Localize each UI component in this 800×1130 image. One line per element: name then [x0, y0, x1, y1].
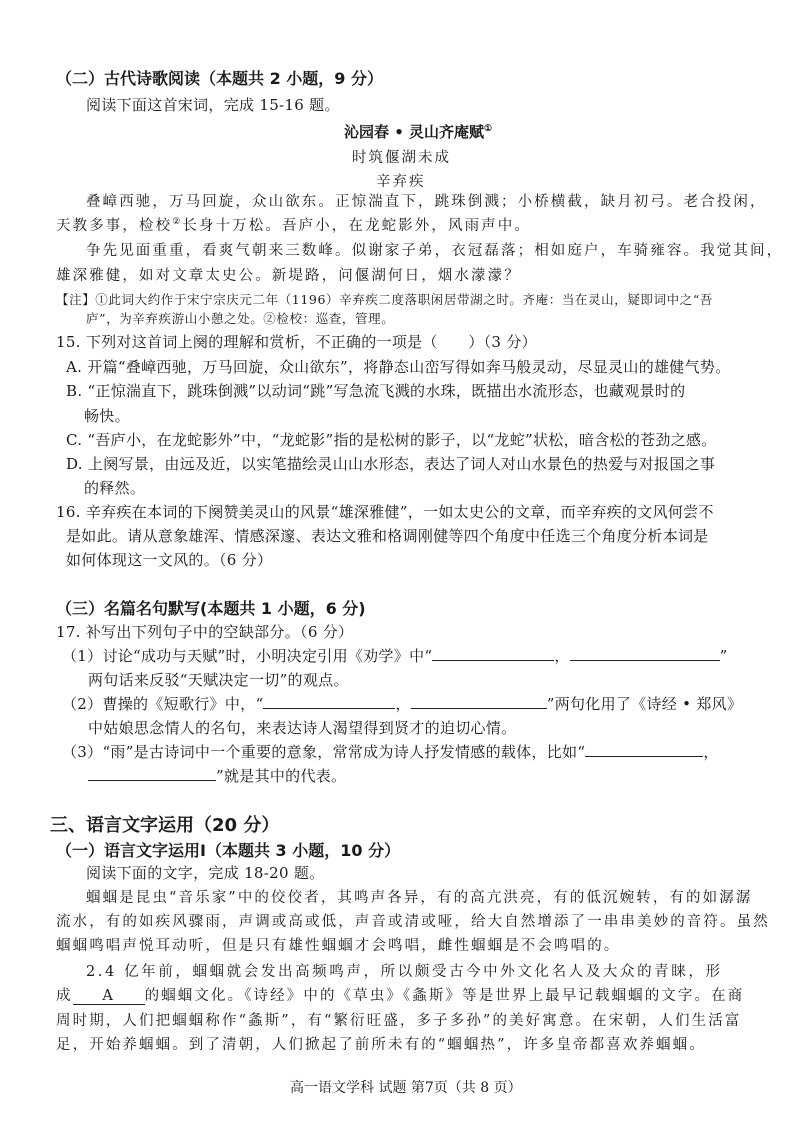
- question-17-item-2-text-end: ”两句化用了《诗经 • 郑风》: [546, 695, 743, 713]
- passage-text: 的蝈蝈文化。《诗经》中的《草虫》《螽斯》等是世界上最早记载蝈蝈的文字。在商: [144, 988, 745, 1004]
- question-16-line: 如何体现这一文风的。（6 分）: [66, 551, 273, 569]
- question-15-stem: 15. 下列对这首词上阕的理解和赏析，不正确的一项是（ ）（3 分）: [56, 333, 537, 351]
- fill-in-blank[interactable]: [88, 766, 216, 781]
- poem-note: 庐”，为辛弃疾游山小憩之处。②检校：巡查，管理。: [86, 311, 395, 326]
- passage-line: 流水，有的如疾风骤雨，声调或高或低，声音或清或哑，给大自然增添了一串串美妙的音符。虽然: [56, 914, 770, 930]
- poem-line: 叠嶂西驰，万马回旋，众山欲东。正惊湍直下，跳珠倒溅；小桥横截，缺月初弓。老合投闲，: [86, 194, 767, 210]
- passage-line: 蝈蝈是昆虫“音乐家”中的佼佼者，其鸣声各异，有的高亢洪亮，有的低沉婉转，有的如潺潺: [86, 890, 753, 906]
- poem-line-text: 长身十万松。吾庐小，在龙蛇影外，风雨声中。: [182, 218, 531, 234]
- poem-line-text: 天教多事，检校: [56, 218, 173, 234]
- question-15-option-c: C. “吾庐小，在龙蛇影外”中，“龙蛇影”指的是松树的影子，以“龙蛇”状松，暗含松的苍劲之感。: [66, 431, 717, 449]
- question-15-option-a: A. 开篇“叠嶂西驰，万马回旋，众山欲东”，将静态山峦写得如奔马般灵动，尽显灵山的雄健气势。: [66, 358, 731, 376]
- passage-line: 2.4 亿年前，蝈蝈就会发出高频鸣声，所以颇受古今中外文化名人及大众的青睐，形: [86, 964, 723, 980]
- question-17-item-3: [62, 741, 719, 762]
- subsection1-heading: （一）语言文字运用Ⅰ（本题共 3 小题，10 分）: [56, 841, 401, 860]
- question-16-line: 16. 辛弃疾在本词的下阕赞美灵山的风景“雄深雅健”，一如太史公的文章，而辛弃疾的文风何尝不: [56, 503, 714, 521]
- question-17-item-3-cont: [88, 765, 346, 786]
- poem-footnote-mark: ②: [172, 217, 183, 228]
- section2-instruction: 阅读下面这首宋词，完成 15-16 题。: [86, 96, 340, 114]
- question-17-item-2-text: （2）曹操的《短歌行》中，“: [62, 695, 264, 713]
- passage-line: 蝈蝈鸣唱声悦耳动听，但是只有雄性蝈蝈才会鸣唱，雌性蝈蝈是不会鸣唱的。: [56, 938, 621, 954]
- subsection1-instruction: 阅读下面的文字，完成 18-20 题。: [86, 864, 325, 882]
- fill-in-blank[interactable]: [411, 694, 547, 709]
- poem-subtitle: 时筑偃湖未成: [352, 150, 451, 166]
- question-17-item-1-text: （1）讨论“成功与天赋”时，小明决定引用《劝学》中“: [62, 647, 433, 665]
- poem-line: 雄深雅健，如对文章太史公。新堤路，问偃湖何日，烟水濛濛？: [56, 268, 521, 284]
- fill-in-blank[interactable]: [432, 646, 554, 661]
- passage-line: 足，开始养蝈蝈。到了清朝，人们掀起了前所未有的“蝈蝈热”，许多皇帝都喜欢养蝈蝈。: [56, 1037, 706, 1053]
- question-15-option-b-cont: 畅快。: [84, 407, 130, 425]
- section2-heading: （二）古代诗歌阅读（本题共 2 小题，9 分）: [56, 69, 383, 88]
- poem-title-text: 沁园春 • 灵山齐庵赋: [344, 123, 485, 141]
- question-17-item-2: [62, 693, 742, 714]
- poem-title-footnote-mark: ①: [484, 124, 493, 134]
- question-16-line: 是如此。请从意象雄浑、情感深邃、表达文雅和格调刚健等四个角度中任选三个角度分析本词是: [66, 527, 709, 545]
- section3-heading: （三）名篇名句默写(本题共 1 小题，6 分): [56, 599, 366, 618]
- poem-title: [344, 121, 492, 142]
- question-17-item-3-text: （3）“雨”是古诗词中一个重要的意象，常常成为诗人抒发情感的载体，比如“: [62, 743, 586, 761]
- question-15-option-b: B. “正惊湍直下，跳珠倒溅”以动词“跳”写急流飞溅的水珠，既描出水流形态，也藏观景时的: [66, 382, 686, 400]
- poem-author: 辛弃疾: [376, 174, 426, 190]
- part3-heading: 三、语言文字运用（20 分）: [50, 815, 280, 836]
- question-17-item-2-cont: 中姑娘思念情人的名句，来表达诗人渴望得到贤才的迫切心情。: [88, 719, 517, 737]
- passage-line: 周时期，人们把蝈蝈称作“螽斯”，有“繁衍旺盛，多子多孙”的美好寓意。在宋朝，人们生活富: [56, 1013, 742, 1029]
- fill-in-blank[interactable]: [585, 742, 703, 757]
- poem-line: 争先见面重重，看爽气朝来三数峰。似谢家子弟，衣冠磊落；相如庭户，车骑雍容。我觉其间，: [86, 243, 784, 259]
- question-17-item-1-quote: ”: [719, 647, 728, 665]
- question-15-option-d: D. 上阕写景，由远及近，以实笔描绘灵山山水形态，表达了词人对山水景色的热爱与对报国之事: [66, 455, 716, 473]
- question-17-stem: 17. 补写出下列句子中的空缺部分。（6 分）: [56, 623, 354, 641]
- passage-line: [56, 984, 744, 1005]
- page-footer: 高一语文学科 试题 第7页（共 8 页）: [290, 1080, 522, 1096]
- fill-in-blank[interactable]: [263, 694, 395, 709]
- question-15-option-d-cont: 的释然。: [84, 479, 146, 497]
- question-17-item-3-comma: ，: [703, 743, 719, 761]
- poem-note: 【注】①此词大约作于宋宁宗庆元二年（1196）辛弃疾二度落职闲居带湖之时。齐庵：当在灵山，疑即词中之“吾: [56, 292, 713, 307]
- passage-text: 成: [56, 988, 73, 1004]
- poem-line: [56, 214, 531, 235]
- question-17-item-1-cont: 两句话来反驳“天赋决定一切”的观点。: [88, 671, 349, 689]
- question-17-item-2-comma: ，: [395, 695, 411, 713]
- question-17-item-1-comma: ，: [554, 647, 570, 665]
- question-17-item-3-text-end: ”就是其中的代表。: [216, 767, 347, 785]
- blank-a: A: [73, 988, 145, 1005]
- fill-in-blank[interactable]: [570, 646, 720, 661]
- question-17-item-1: [62, 645, 728, 666]
